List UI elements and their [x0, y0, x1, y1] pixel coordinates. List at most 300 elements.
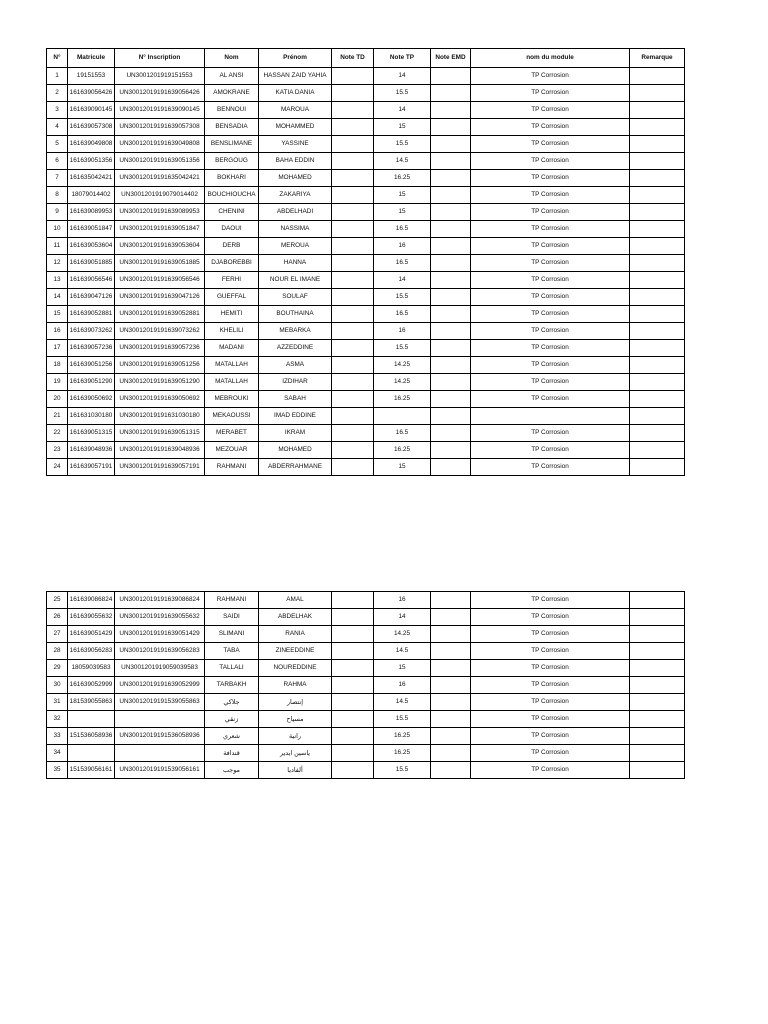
header-matricule: Matricule — [68, 49, 115, 68]
cell-module: TP Corrosion — [471, 272, 630, 289]
cell-note-emd — [431, 170, 471, 187]
cell-note-tp: 16 — [374, 323, 431, 340]
table-row — [47, 728, 685, 745]
table-row — [47, 119, 685, 136]
cell-prenom: IZDIHAR — [259, 374, 332, 391]
cell-remarque — [630, 609, 685, 626]
cell-nom: MATALLAH — [205, 374, 259, 391]
cell-prenom: AZZEDDINE — [259, 340, 332, 357]
cell-note-tp: 15.5 — [374, 289, 431, 306]
cell-note-td — [332, 187, 374, 204]
grades-table-page1 — [46, 48, 685, 476]
cell-number: 19 — [47, 374, 68, 391]
cell-note-td — [332, 745, 374, 762]
table-row — [47, 153, 685, 170]
cell-matricule: 151536058936 — [68, 728, 115, 745]
cell-module: TP Corrosion — [471, 85, 630, 102]
cell-number: 34 — [47, 745, 68, 762]
cell-inscription: UN3001201919151553 — [115, 68, 205, 85]
cell-inscription: UN30012019191639090145 — [115, 102, 205, 119]
cell-note-emd — [431, 136, 471, 153]
table-row — [47, 677, 685, 694]
cell-module: TP Corrosion — [471, 728, 630, 745]
cell-inscription: UN30012019191639051356 — [115, 153, 205, 170]
cell-number: 1 — [47, 68, 68, 85]
cell-module: TP Corrosion — [471, 357, 630, 374]
cell-note-td — [332, 609, 374, 626]
table-row — [47, 459, 685, 476]
cell-number: 15 — [47, 306, 68, 323]
cell-matricule: 161639047126 — [68, 289, 115, 306]
cell-matricule: 181539055863 — [68, 694, 115, 711]
cell-note-tp: 14.25 — [374, 374, 431, 391]
cell-note-emd — [431, 728, 471, 745]
header-number: N° — [47, 49, 68, 68]
cell-module: TP Corrosion — [471, 391, 630, 408]
cell-nom: BENNOUI — [205, 102, 259, 119]
table-row — [47, 204, 685, 221]
cell-note-td — [332, 357, 374, 374]
cell-nom: موجب — [205, 762, 259, 779]
cell-note-emd — [431, 408, 471, 425]
cell-matricule: 161639056426 — [68, 85, 115, 102]
cell-inscription: UN30012019191639048936 — [115, 442, 205, 459]
cell-note-emd — [431, 85, 471, 102]
cell-note-td — [332, 408, 374, 425]
table-row — [47, 136, 685, 153]
cell-note-emd — [431, 153, 471, 170]
cell-matricule: 161639057308 — [68, 119, 115, 136]
cell-matricule: 161639053604 — [68, 238, 115, 255]
cell-remarque — [630, 660, 685, 677]
cell-number: 7 — [47, 170, 68, 187]
cell-note-emd — [431, 187, 471, 204]
cell-matricule: 161639073262 — [68, 323, 115, 340]
cell-nom: MADANI — [205, 340, 259, 357]
table-row — [47, 592, 685, 609]
cell-note-td — [332, 762, 374, 779]
cell-nom: MEKAOUSSI — [205, 408, 259, 425]
cell-inscription: UN30012019191639051315 — [115, 425, 205, 442]
cell-number: 16 — [47, 323, 68, 340]
cell-module: TP Corrosion — [471, 745, 630, 762]
cell-inscription: UN3001201919079014402 — [115, 187, 205, 204]
cell-note-emd — [431, 592, 471, 609]
cell-inscription: UN30012019191639051847 — [115, 221, 205, 238]
cell-number: 11 — [47, 238, 68, 255]
cell-number: 27 — [47, 626, 68, 643]
header-nom: Nom — [205, 49, 259, 68]
table-row — [47, 68, 685, 85]
cell-prenom: ABDELHADI — [259, 204, 332, 221]
cell-matricule: 161639090145 — [68, 102, 115, 119]
cell-note-tp: 14.5 — [374, 643, 431, 660]
table-row — [47, 306, 685, 323]
cell-matricule: 161639048936 — [68, 442, 115, 459]
table-row — [47, 660, 685, 677]
cell-note-td — [332, 85, 374, 102]
header-note-emd: Note EMD — [431, 49, 471, 68]
cell-prenom: ZAKARIYA — [259, 187, 332, 204]
cell-number: 18 — [47, 357, 68, 374]
cell-note-td — [332, 660, 374, 677]
cell-matricule: 161639051356 — [68, 153, 115, 170]
cell-module: TP Corrosion — [471, 643, 630, 660]
cell-note-tp: 14 — [374, 272, 431, 289]
cell-inscription: UN30012019191639086824 — [115, 592, 205, 609]
cell-matricule: 161639052881 — [68, 306, 115, 323]
table-row — [47, 323, 685, 340]
cell-prenom: مسياح — [259, 711, 332, 728]
cell-note-emd — [431, 711, 471, 728]
cell-inscription: UN30012019191639047126 — [115, 289, 205, 306]
cell-prenom: BOUTHAINA — [259, 306, 332, 323]
cell-remarque — [630, 153, 685, 170]
cell-inscription: UN30012019191639057191 — [115, 459, 205, 476]
cell-prenom: MOHAMED — [259, 170, 332, 187]
cell-remarque — [630, 85, 685, 102]
cell-module: TP Corrosion — [471, 255, 630, 272]
table-row — [47, 238, 685, 255]
cell-matricule — [68, 745, 115, 762]
cell-number: 20 — [47, 391, 68, 408]
cell-nom: MERABET — [205, 425, 259, 442]
cell-note-tp: 15.5 — [374, 85, 431, 102]
table-row — [47, 745, 685, 762]
cell-note-emd — [431, 391, 471, 408]
cell-note-emd — [431, 694, 471, 711]
cell-remarque — [630, 374, 685, 391]
table-row — [47, 272, 685, 289]
cell-nom: BOUCHIOUCHA — [205, 187, 259, 204]
cell-prenom: YASSINE — [259, 136, 332, 153]
cell-prenom: NOUR EL IMANE — [259, 272, 332, 289]
cell-remarque — [630, 170, 685, 187]
cell-module: TP Corrosion — [471, 340, 630, 357]
cell-nom: HEMITI — [205, 306, 259, 323]
cell-prenom: SOULAF — [259, 289, 332, 306]
cell-number: 35 — [47, 762, 68, 779]
cell-note-td — [332, 459, 374, 476]
cell-number: 33 — [47, 728, 68, 745]
cell-note-td — [332, 592, 374, 609]
cell-nom: CHENINI — [205, 204, 259, 221]
header-note-td: Note TD — [332, 49, 374, 68]
table-row — [47, 289, 685, 306]
cell-note-td — [332, 442, 374, 459]
cell-module: TP Corrosion — [471, 459, 630, 476]
cell-inscription: UN30012019191539056161 — [115, 762, 205, 779]
cell-prenom: ألفاديا — [259, 762, 332, 779]
cell-remarque — [630, 425, 685, 442]
cell-remarque — [630, 711, 685, 728]
cell-module — [471, 408, 630, 425]
cell-remarque — [630, 391, 685, 408]
cell-note-tp: 16 — [374, 238, 431, 255]
cell-note-td — [332, 425, 374, 442]
header-remarque: Remarque — [630, 49, 685, 68]
table-row — [47, 85, 685, 102]
cell-remarque — [630, 592, 685, 609]
cell-note-tp: 15 — [374, 459, 431, 476]
cell-note-tp: 16.25 — [374, 728, 431, 745]
cell-number: 8 — [47, 187, 68, 204]
cell-prenom: AMAL — [259, 592, 332, 609]
cell-nom: TALLALI — [205, 660, 259, 677]
cell-note-td — [332, 289, 374, 306]
cell-prenom: ASMA — [259, 357, 332, 374]
table-row — [47, 694, 685, 711]
cell-matricule: 161639055632 — [68, 609, 115, 626]
cell-note-emd — [431, 643, 471, 660]
cell-inscription: UN30012019191639053604 — [115, 238, 205, 255]
cell-note-tp: 16.5 — [374, 425, 431, 442]
cell-inscription: UN30012019191635042421 — [115, 170, 205, 187]
cell-matricule: 161639052999 — [68, 677, 115, 694]
cell-nom: FERHI — [205, 272, 259, 289]
cell-module: TP Corrosion — [471, 204, 630, 221]
cell-matricule: 161639050692 — [68, 391, 115, 408]
cell-number: 3 — [47, 102, 68, 119]
table-row — [47, 711, 685, 728]
cell-note-td — [332, 68, 374, 85]
cell-inscription: UN30012019191639089953 — [115, 204, 205, 221]
cell-note-tp: 16.5 — [374, 221, 431, 238]
cell-remarque — [630, 762, 685, 779]
cell-remarque — [630, 204, 685, 221]
cell-module: TP Corrosion — [471, 102, 630, 119]
cell-matricule: 18079014402 — [68, 187, 115, 204]
cell-module: TP Corrosion — [471, 592, 630, 609]
cell-nom: SAIDI — [205, 609, 259, 626]
cell-matricule: 161639089953 — [68, 204, 115, 221]
cell-prenom: MEROUA — [259, 238, 332, 255]
cell-module: TP Corrosion — [471, 626, 630, 643]
cell-module: TP Corrosion — [471, 677, 630, 694]
table-row — [47, 374, 685, 391]
cell-note-emd — [431, 323, 471, 340]
cell-note-emd — [431, 660, 471, 677]
cell-matricule — [68, 711, 115, 728]
cell-module: TP Corrosion — [471, 221, 630, 238]
cell-inscription: UN30012019191639051885 — [115, 255, 205, 272]
cell-prenom: BAHA EDDIN — [259, 153, 332, 170]
cell-inscription: UN30012019191639052999 — [115, 677, 205, 694]
cell-prenom: RANIA — [259, 626, 332, 643]
cell-inscription: UN30012019191639055632 — [115, 609, 205, 626]
cell-note-td — [332, 102, 374, 119]
cell-note-tp: 15 — [374, 119, 431, 136]
cell-module: TP Corrosion — [471, 238, 630, 255]
cell-note-emd — [431, 425, 471, 442]
cell-note-tp: 15.5 — [374, 340, 431, 357]
cell-module: TP Corrosion — [471, 289, 630, 306]
cell-module: TP Corrosion — [471, 711, 630, 728]
cell-prenom: MOHAMED — [259, 442, 332, 459]
cell-nom: جلاكي — [205, 694, 259, 711]
table-row — [47, 187, 685, 204]
header-inscription: N° Inscription — [115, 49, 205, 68]
cell-note-tp: 16.5 — [374, 255, 431, 272]
cell-matricule: 161639056283 — [68, 643, 115, 660]
cell-inscription — [115, 745, 205, 762]
cell-note-td — [332, 374, 374, 391]
cell-number: 10 — [47, 221, 68, 238]
cell-note-tp: 15 — [374, 187, 431, 204]
cell-prenom: NOUREDDINE — [259, 660, 332, 677]
cell-number: 14 — [47, 289, 68, 306]
cell-note-tp — [374, 408, 431, 425]
cell-note-td — [332, 728, 374, 745]
cell-prenom: ABDELHAK — [259, 609, 332, 626]
cell-note-tp: 14 — [374, 609, 431, 626]
cell-note-emd — [431, 459, 471, 476]
cell-inscription: UN30012019191639050692 — [115, 391, 205, 408]
cell-remarque — [630, 187, 685, 204]
cell-nom: TARBAKH — [205, 677, 259, 694]
cell-prenom: IMAD EDDINE — [259, 408, 332, 425]
cell-prenom: رانية — [259, 728, 332, 745]
cell-prenom: MAROUA — [259, 102, 332, 119]
cell-remarque — [630, 728, 685, 745]
cell-module: TP Corrosion — [471, 170, 630, 187]
cell-matricule: 161639051256 — [68, 357, 115, 374]
cell-module: TP Corrosion — [471, 68, 630, 85]
cell-prenom: NASSIMA — [259, 221, 332, 238]
cell-note-tp: 15 — [374, 204, 431, 221]
cell-nom: قندافة — [205, 745, 259, 762]
table-row — [47, 626, 685, 643]
cell-number: 30 — [47, 677, 68, 694]
cell-nom: DJABOREBBI — [205, 255, 259, 272]
header-prenom: Prénom — [259, 49, 332, 68]
cell-number: 17 — [47, 340, 68, 357]
cell-note-emd — [431, 357, 471, 374]
cell-remarque — [630, 221, 685, 238]
cell-matricule: 161639057191 — [68, 459, 115, 476]
cell-remarque — [630, 340, 685, 357]
cell-note-td — [332, 136, 374, 153]
cell-module: TP Corrosion — [471, 306, 630, 323]
cell-number: 28 — [47, 643, 68, 660]
cell-module: TP Corrosion — [471, 374, 630, 391]
cell-module: TP Corrosion — [471, 609, 630, 626]
cell-inscription: UN30012019191639056283 — [115, 643, 205, 660]
cell-note-td — [332, 677, 374, 694]
cell-nom: RAHMANI — [205, 592, 259, 609]
cell-note-tp: 16.25 — [374, 745, 431, 762]
cell-prenom: ياسين ايدير — [259, 745, 332, 762]
grades-table-page2 — [46, 591, 685, 779]
cell-note-emd — [431, 374, 471, 391]
cell-note-tp: 16.25 — [374, 391, 431, 408]
table-row — [47, 762, 685, 779]
cell-note-tp: 14.25 — [374, 357, 431, 374]
cell-nom: GUEFFAL — [205, 289, 259, 306]
table-row — [47, 170, 685, 187]
cell-prenom: MEBARKA — [259, 323, 332, 340]
cell-note-tp: 14 — [374, 68, 431, 85]
cell-note-emd — [431, 442, 471, 459]
cell-remarque — [630, 408, 685, 425]
cell-remarque — [630, 643, 685, 660]
cell-note-tp: 15.5 — [374, 136, 431, 153]
cell-note-tp: 16 — [374, 677, 431, 694]
cell-matricule: 18059039583 — [68, 660, 115, 677]
cell-inscription: UN30012019191639056546 — [115, 272, 205, 289]
cell-prenom: HASSAN ZAID YAHIA — [259, 68, 332, 85]
cell-remarque — [630, 694, 685, 711]
cell-prenom: RAHMA — [259, 677, 332, 694]
cell-note-td — [332, 626, 374, 643]
cell-remarque — [630, 68, 685, 85]
cell-note-tp: 15.5 — [374, 711, 431, 728]
cell-note-td — [332, 323, 374, 340]
cell-note-tp: 15 — [374, 660, 431, 677]
cell-prenom: IKRAM — [259, 425, 332, 442]
cell-note-emd — [431, 745, 471, 762]
cell-matricule: 161639056546 — [68, 272, 115, 289]
cell-prenom: MOHAMMED — [259, 119, 332, 136]
cell-nom: زنقي — [205, 711, 259, 728]
cell-note-tp: 16 — [374, 592, 431, 609]
cell-number: 31 — [47, 694, 68, 711]
cell-number: 22 — [47, 425, 68, 442]
cell-matricule: 151539056161 — [68, 762, 115, 779]
cell-note-td — [332, 238, 374, 255]
cell-nom: KHELILI — [205, 323, 259, 340]
cell-note-tp: 14 — [374, 102, 431, 119]
cell-note-emd — [431, 609, 471, 626]
cell-nom: SLIMANI — [205, 626, 259, 643]
cell-remarque — [630, 272, 685, 289]
cell-matricule: 161639057236 — [68, 340, 115, 357]
cell-matricule: 161639086824 — [68, 592, 115, 609]
cell-note-emd — [431, 255, 471, 272]
cell-note-emd — [431, 119, 471, 136]
table-row — [47, 391, 685, 408]
cell-remarque — [630, 102, 685, 119]
cell-inscription: UN30012019191631030180 — [115, 408, 205, 425]
cell-inscription: UN30012019191639051429 — [115, 626, 205, 643]
cell-note-emd — [431, 626, 471, 643]
cell-inscription: UN30012019191639057308 — [115, 119, 205, 136]
cell-nom: BENSADIA — [205, 119, 259, 136]
cell-remarque — [630, 119, 685, 136]
cell-note-td — [332, 153, 374, 170]
cell-remarque — [630, 626, 685, 643]
cell-module: TP Corrosion — [471, 136, 630, 153]
table-row — [47, 221, 685, 238]
cell-inscription: UN30012019191539055863 — [115, 694, 205, 711]
cell-nom: BOKHARI — [205, 170, 259, 187]
cell-note-tp: 16.25 — [374, 442, 431, 459]
cell-note-emd — [431, 306, 471, 323]
header-module: nom du module — [471, 49, 630, 68]
cell-number: 25 — [47, 592, 68, 609]
cell-note-td — [332, 119, 374, 136]
cell-remarque — [630, 136, 685, 153]
cell-module: TP Corrosion — [471, 660, 630, 677]
cell-note-tp: 14.5 — [374, 153, 431, 170]
cell-nom: DERB — [205, 238, 259, 255]
cell-matricule: 161639051290 — [68, 374, 115, 391]
cell-note-emd — [431, 238, 471, 255]
cell-nom: AMOKRANE — [205, 85, 259, 102]
cell-prenom: إنتصار — [259, 694, 332, 711]
cell-note-emd — [431, 762, 471, 779]
cell-inscription: UN30012019191639051290 — [115, 374, 205, 391]
